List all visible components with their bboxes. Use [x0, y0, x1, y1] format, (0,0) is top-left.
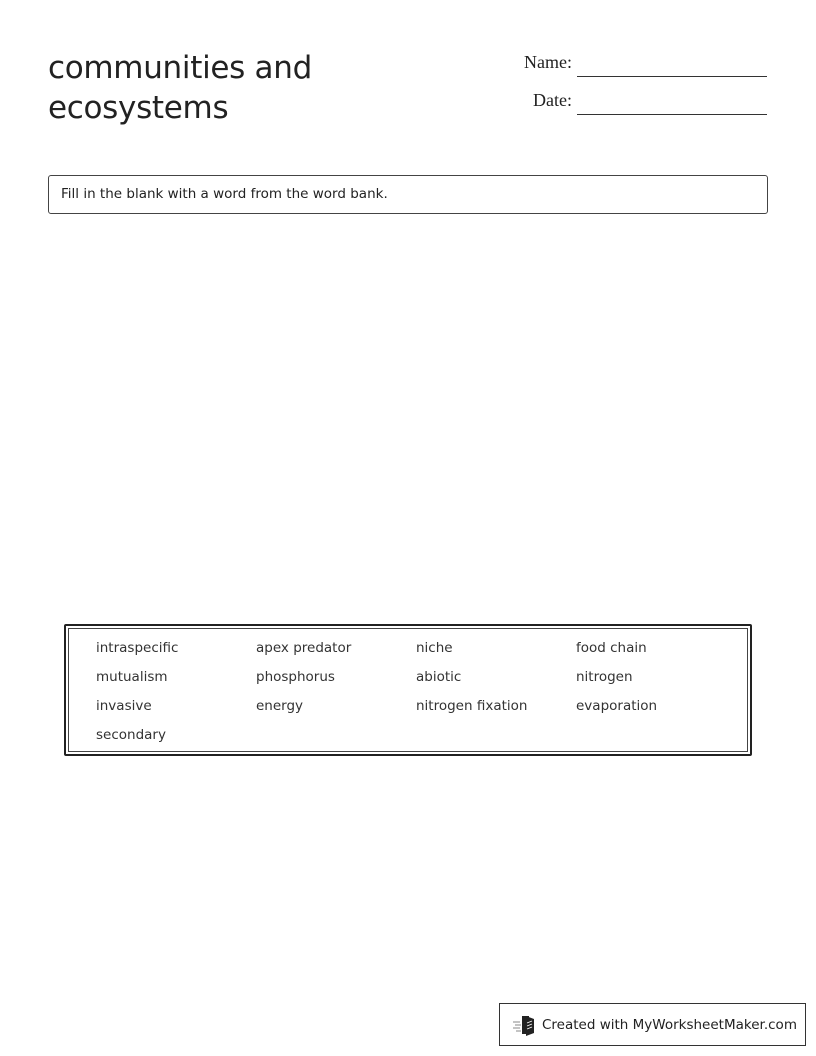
name-label: Name: [524, 52, 572, 72]
word-bank-item: food chain [576, 640, 647, 656]
word-bank-item: nitrogen [576, 669, 633, 685]
word-bank-grid [96, 640, 747, 756]
date-blank-line[interactable] [577, 114, 767, 115]
word-bank-item: secondary [96, 727, 166, 743]
word-bank-item: evaporation [576, 698, 658, 714]
word-bank-item: mutualism [96, 669, 168, 685]
word-bank-inner [68, 628, 748, 752]
word-bank-item: apex predator [256, 640, 352, 656]
word-bank-item: niche [416, 640, 453, 656]
word-bank [64, 624, 752, 756]
word-bank-item: nitrogen fixation [416, 698, 528, 714]
student-info [500, 50, 770, 126]
name-row [500, 50, 770, 88]
name-blank-line[interactable] [577, 76, 767, 77]
instructions-box: Fill in the blank with a word from the word bank. [48, 175, 768, 214]
date-row [500, 88, 770, 126]
footer-credit-text[interactable]: Created with MyWorksheetMaker.com [542, 1016, 797, 1033]
word-bank-item: phosphorus [256, 669, 335, 685]
word-bank-item: energy [256, 698, 304, 714]
worksheet-title: communities and ecosystems [48, 50, 312, 126]
date-label: Date: [533, 90, 572, 110]
word-bank-item: invasive [96, 698, 152, 714]
word-bank-item: intraspecific [96, 640, 179, 656]
word-bank-item: abiotic [416, 669, 462, 685]
footer-credit[interactable] [499, 1003, 806, 1046]
worksheet-maker-logo-icon [512, 1013, 538, 1037]
